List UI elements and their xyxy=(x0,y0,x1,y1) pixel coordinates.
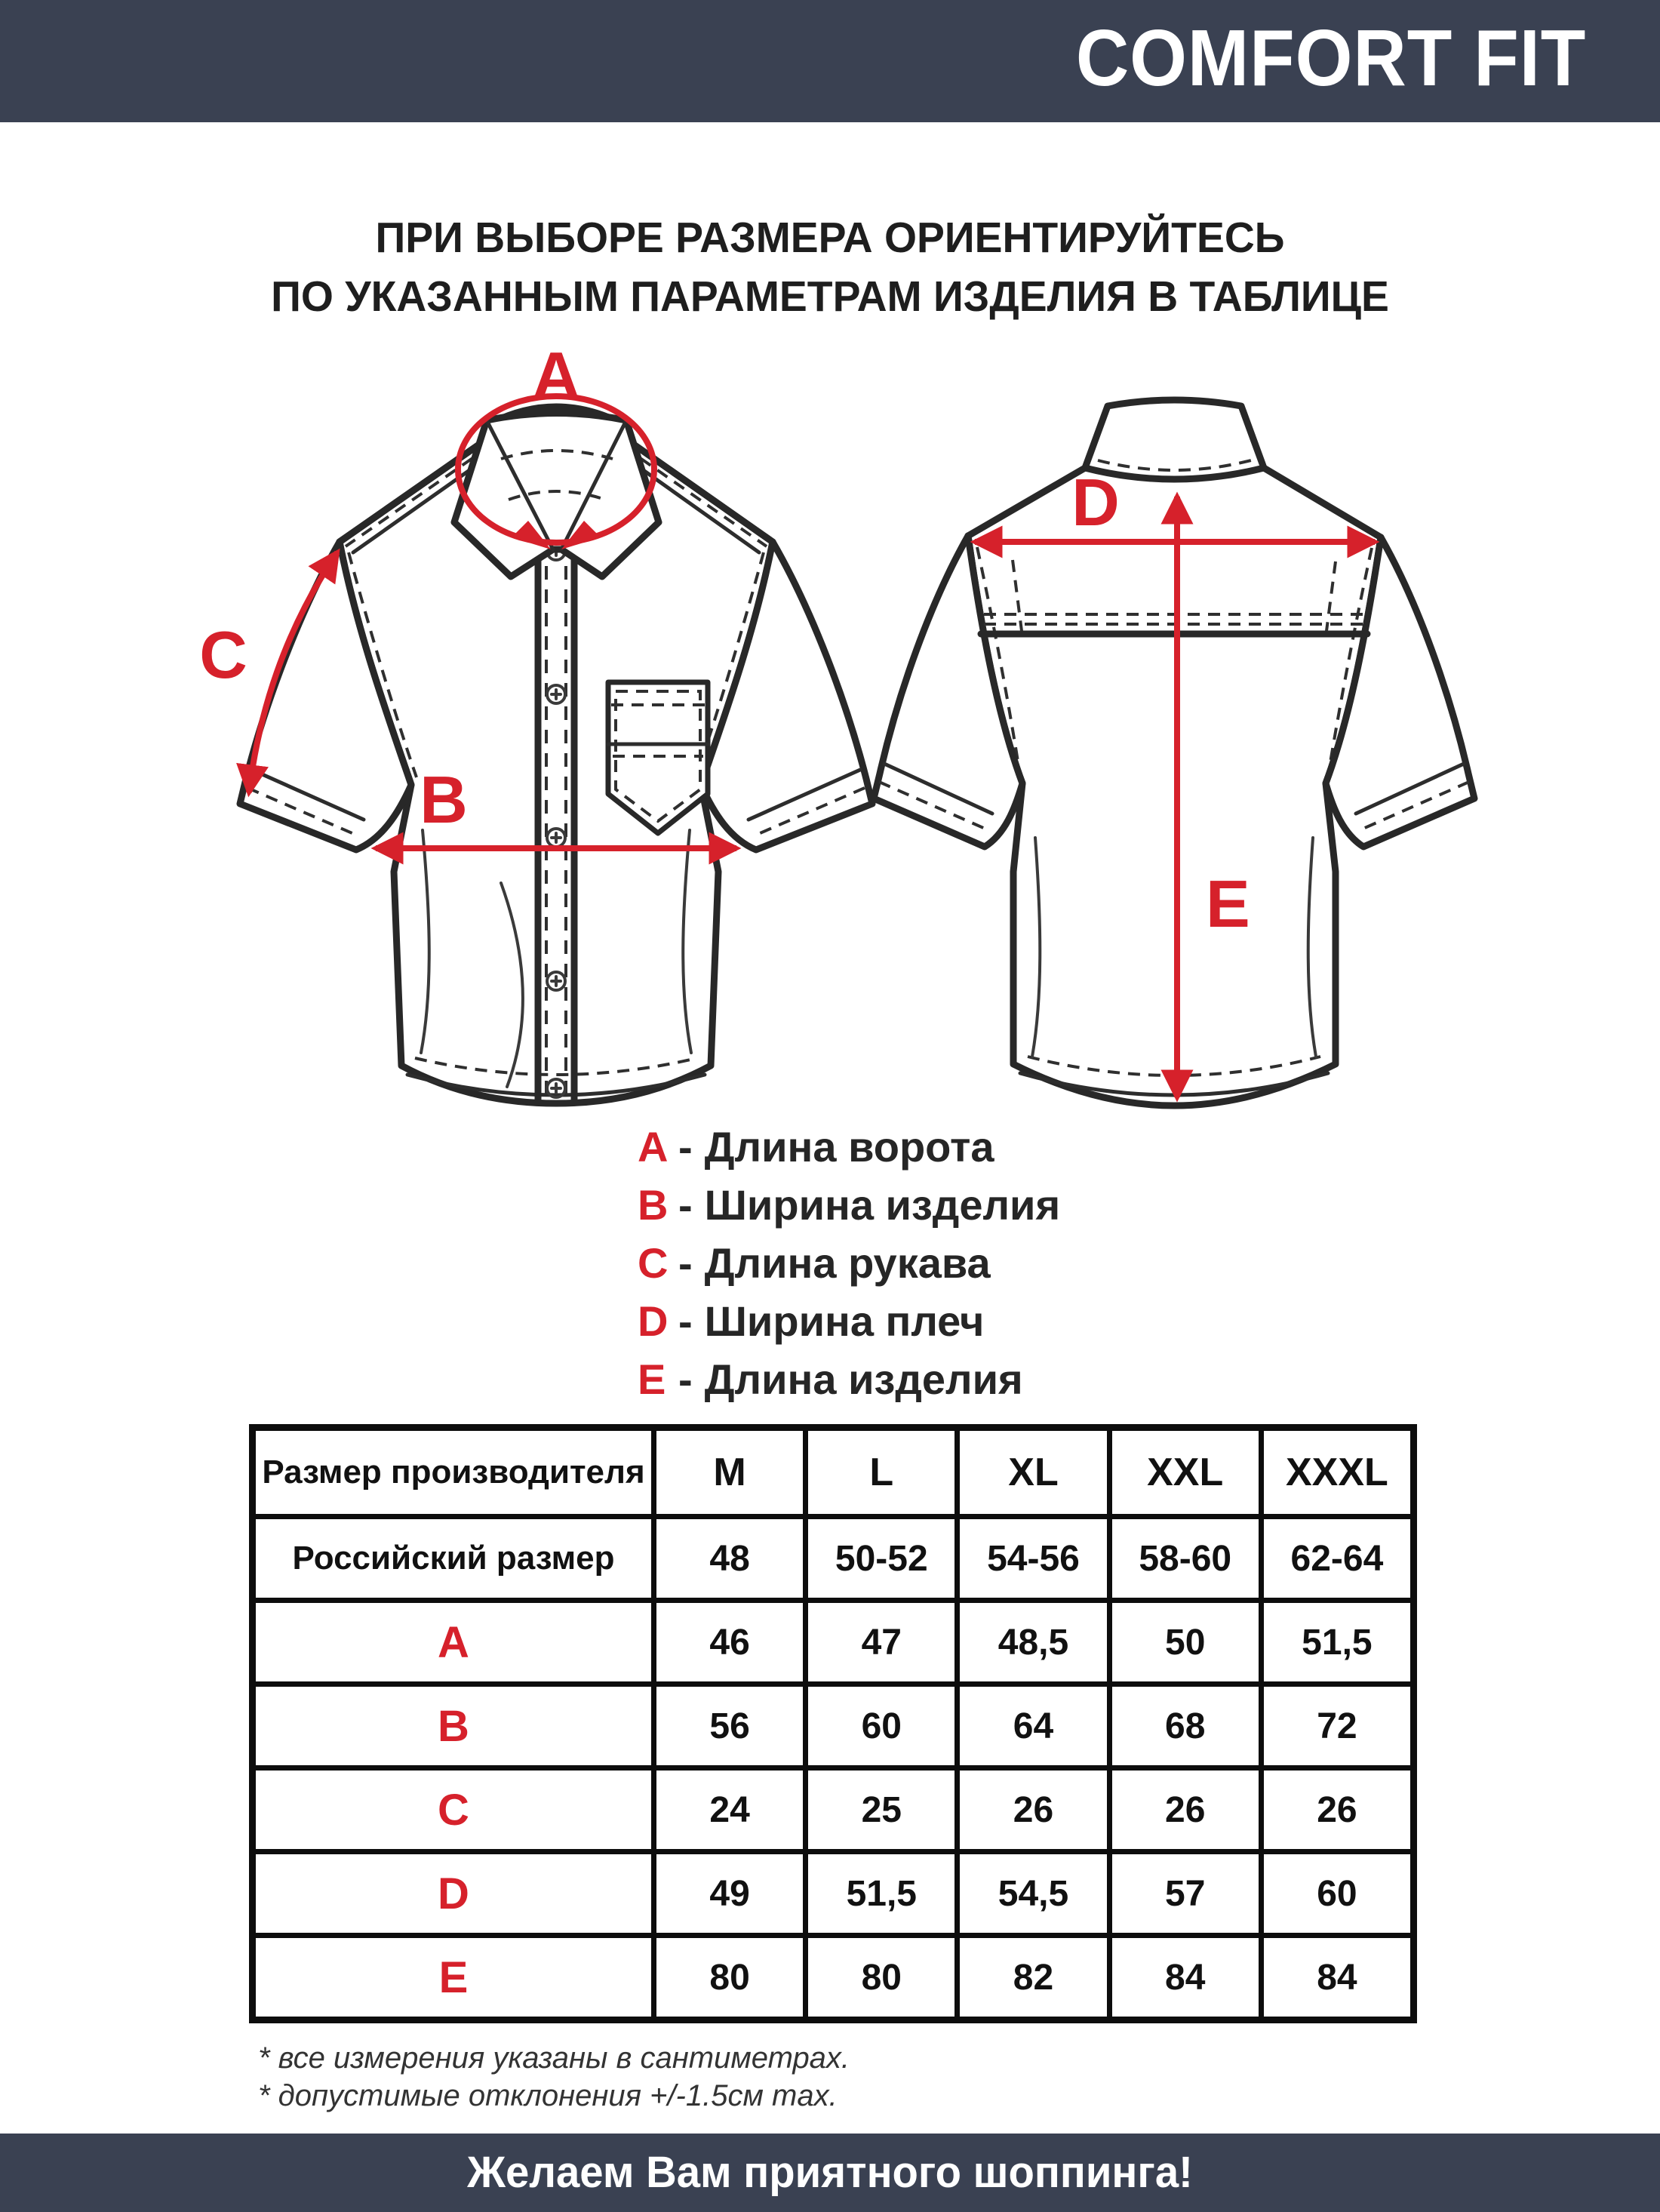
footnote-tolerance: * допустимые отклонения +/-1.5см max. xyxy=(258,2079,838,2112)
measure-label-b: B xyxy=(420,762,468,837)
table-cell: 57 xyxy=(1112,1854,1259,1933)
measurement-diagram xyxy=(0,309,1660,1155)
table-cell: 51,5 xyxy=(808,1854,954,1933)
legend-label: Ширина плеч xyxy=(704,1297,985,1345)
legend-separator: - xyxy=(678,1123,693,1171)
legend-letter: D xyxy=(638,1297,669,1345)
table-cell: 82 xyxy=(960,1938,1106,2017)
footer-bar xyxy=(0,2134,1660,2212)
measure-label-c: C xyxy=(199,617,247,692)
table-size-l: L xyxy=(808,1431,954,1514)
table-cell: 60 xyxy=(1264,1854,1410,1933)
table-row-letter: B xyxy=(256,1687,651,1765)
intro-line-2: ПО УКАЗАННЫМ ПАРАМЕТРАМ ИЗДЕЛИЯ В ТАБЛИЦЕ xyxy=(271,272,1389,321)
legend-label: Длина ворота xyxy=(704,1123,994,1171)
table-col-header: Размер производителя xyxy=(256,1431,651,1514)
table-cell: 80 xyxy=(656,1938,803,2017)
legend-separator: - xyxy=(678,1181,693,1229)
measure-label-a: A xyxy=(532,338,580,413)
legend-item-b xyxy=(638,1180,1060,1238)
table-cell: 48,5 xyxy=(960,1603,1106,1681)
intro-heading xyxy=(0,208,1660,326)
page-title: COMFORT FIT xyxy=(1075,13,1586,103)
legend-item-e xyxy=(638,1355,1060,1413)
footer-message: Желаем Вам приятного шоппинга! xyxy=(467,2148,1193,2197)
legend-separator: - xyxy=(678,1297,693,1345)
table-cell: 84 xyxy=(1264,1938,1410,2017)
legend-item-c xyxy=(638,1238,1060,1297)
legend-letter: B xyxy=(638,1181,669,1229)
legend-label: Длина рукава xyxy=(704,1239,991,1287)
table-cell: 84 xyxy=(1112,1938,1259,2017)
table-cell: 54,5 xyxy=(960,1854,1106,1933)
table-size-m: M xyxy=(656,1431,803,1514)
legend-separator: - xyxy=(678,1355,693,1403)
table-cell: 25 xyxy=(808,1771,954,1849)
table-cell: 26 xyxy=(1264,1771,1410,1849)
table-cell: 68 xyxy=(1112,1687,1259,1765)
table-cell: 72 xyxy=(1264,1687,1410,1765)
table-size-xxl: XXL xyxy=(1112,1431,1259,1514)
table-cell: 64 xyxy=(960,1687,1106,1765)
measure-label-d: D xyxy=(1071,465,1120,540)
legend-label: Длина изделия xyxy=(704,1355,1023,1403)
legend-letter: C xyxy=(638,1239,669,1287)
shirt-back-drawing xyxy=(874,400,1474,1106)
table-cell: 54-56 xyxy=(960,1519,1106,1598)
table-cell: 46 xyxy=(656,1603,803,1681)
size-table xyxy=(249,1424,1417,2023)
table-size-xl: XL xyxy=(960,1431,1106,1514)
table-size-xxxl: XXXL xyxy=(1264,1431,1410,1514)
table-row-letter: E xyxy=(256,1938,651,2017)
legend-label: Ширина изделия xyxy=(704,1181,1061,1229)
table-cell: 26 xyxy=(960,1771,1106,1849)
legend-item-d xyxy=(638,1297,1060,1355)
footnote-units: * все измерения указаны в сантиметрах. xyxy=(258,2041,850,2075)
table-cell: 58-60 xyxy=(1112,1519,1259,1598)
legend-letter: E xyxy=(638,1355,666,1403)
header-bar xyxy=(0,0,1660,122)
legend-separator: - xyxy=(678,1239,693,1287)
intro-line-1: ПРИ ВЫБОРЕ РАЗМЕРА ОРИЕНТИРУЙТЕСЬ xyxy=(375,214,1285,262)
footnotes xyxy=(258,2039,850,2115)
table-cell: 26 xyxy=(1112,1771,1259,1849)
table-cell: 24 xyxy=(656,1771,803,1849)
table-row-letter: D xyxy=(256,1854,651,1933)
table-row-letter: C xyxy=(256,1771,651,1849)
shirt-front-drawing xyxy=(199,338,872,1103)
table-cell: 56 xyxy=(656,1687,803,1765)
table-cell: 51,5 xyxy=(1264,1603,1410,1681)
table-cell: 62-64 xyxy=(1264,1519,1410,1598)
legend-item-a xyxy=(638,1122,1060,1180)
table-row-header: Российский размер xyxy=(256,1519,651,1598)
measurement-legend xyxy=(638,1122,1060,1413)
table-cell: 47 xyxy=(808,1603,954,1681)
legend-letter: A xyxy=(638,1123,669,1171)
table-cell: 50 xyxy=(1112,1603,1259,1681)
table-cell: 49 xyxy=(656,1854,803,1933)
table-row-letter: A xyxy=(256,1603,651,1681)
table-cell: 50-52 xyxy=(808,1519,954,1598)
table-cell: 60 xyxy=(808,1687,954,1765)
table-cell: 80 xyxy=(808,1938,954,2017)
measure-label-e: E xyxy=(1206,866,1250,941)
table-cell: 48 xyxy=(656,1519,803,1598)
